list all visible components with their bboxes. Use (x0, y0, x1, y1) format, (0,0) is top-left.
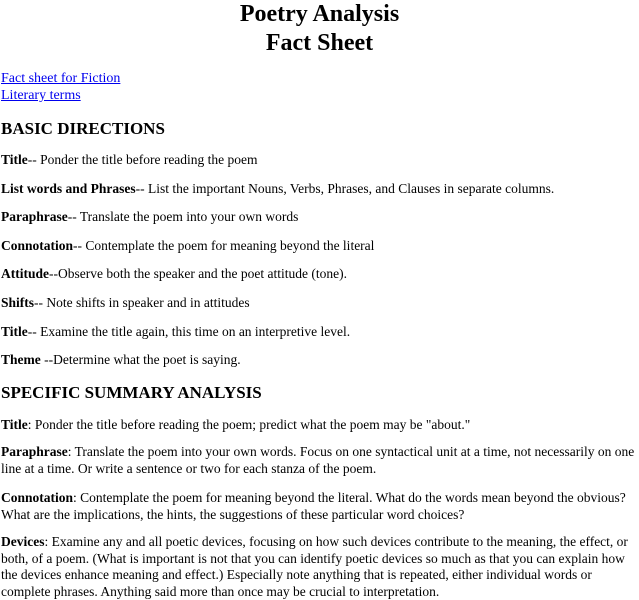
specific-item (1, 444, 637, 477)
specific-item-term: Title (1, 417, 28, 432)
basic-item-term: List words and Phrases (1, 181, 136, 196)
specific-item (1, 490, 637, 523)
basic-item-text: -- List the important Nouns, Verbs, Phrases, and Clauses in separate columns. (135, 181, 555, 196)
basic-item (1, 209, 637, 226)
specific-item-text: : Ponder the title before reading the poem; predict what the poem may be "about." (27, 417, 471, 432)
basic-item (1, 238, 637, 255)
basic-item (1, 324, 637, 341)
specific-item-term: Paraphrase (1, 444, 68, 459)
basic-item (1, 295, 637, 312)
basic-item-term: Shifts (1, 295, 35, 310)
basic-item (1, 266, 637, 283)
basic-item-term: Title (1, 324, 28, 339)
page-title-line-2: Fact Sheet (265, 30, 374, 56)
basic-item (1, 152, 637, 169)
basic-item-term: Paraphrase (1, 209, 68, 224)
specific-item-term: Connotation (1, 490, 74, 505)
specific-item-text: : Examine any and all poetic devices, focusing on how such devices contribute to the meaning, the effect, or both, of a poem. (What is important is not that you can identify poetic devices so much as that you can explain how the devices enhance meaning and effect.) Especially note anything that is repeated, either individual words or complete phrases. Anything said more than once may be crucial to interpretation. (1, 534, 628, 599)
specific-item-text: : Contemplate the poem for meaning beyond the literal. What do the words mean beyond the obvious? What are the implications, the hints, the suggestions of these particular word choices? (1, 490, 626, 522)
specific-item-text: : Translate the poem into your own words. Focus on one syntactical unit at a time, not necessarily on one line at a time. Or write a sentence or two for each stanza of the poem. (1, 444, 635, 476)
basic-item-text: -- Examine the title again, this time on an interpretive level. (27, 324, 351, 339)
basic-item-term: Connotation (1, 238, 74, 253)
basic-item-term: Theme (1, 352, 45, 367)
literary-terms-link[interactable]: Literary terms (1, 88, 81, 103)
basic-item-text: -- Note shifts in speaker and in attitudes (34, 295, 250, 310)
basic-item (1, 352, 637, 369)
basic-directions-heading: BASIC DIRECTIONS (1, 119, 165, 138)
basic-item-term: Attitude (1, 266, 49, 281)
specific-summary-heading: SPECIFIC SUMMARY ANALYSIS (1, 383, 262, 402)
basic-item-text: -- Contemplate the poem for meaning beyond the literal (73, 238, 375, 253)
specific-item-term: Devices (1, 534, 45, 549)
basic-item (1, 181, 637, 198)
basic-item-text: --Observe both the speaker and the poet attitude (tone). (49, 266, 348, 281)
page-title-line-1: Poetry Analysis (239, 1, 400, 27)
basic-item-text: --Determine what the poet is saying. (44, 352, 241, 367)
basic-item-text: -- Translate the poem into your own words (67, 209, 299, 224)
fiction-fact-sheet-link[interactable]: Fact sheet for Fiction (1, 71, 121, 86)
specific-item (1, 417, 637, 434)
basic-item-text: -- Ponder the title before reading the poem (27, 152, 258, 167)
basic-item-term: Title (1, 152, 28, 167)
specific-item (1, 534, 637, 600)
